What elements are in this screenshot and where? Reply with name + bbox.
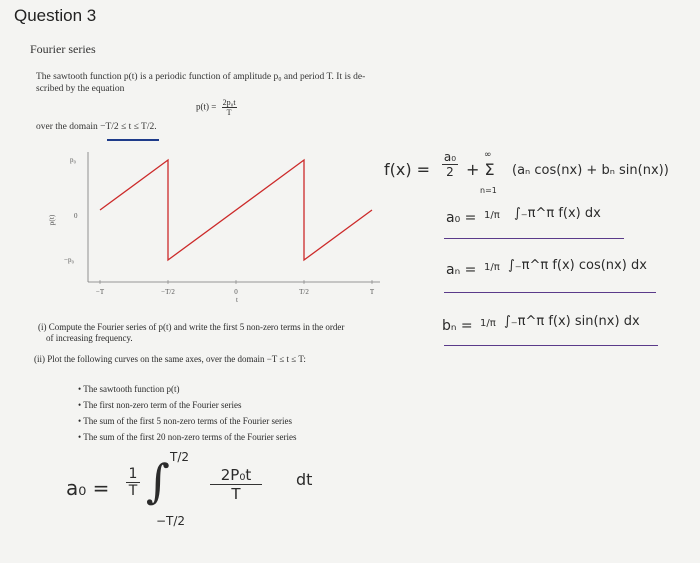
domain-underline [107, 139, 159, 141]
an-underline [444, 292, 656, 293]
bullet-4-text: The sum of the first 20 non-zero terms of the Fourier series [83, 432, 297, 442]
y-tick-bottom: −p₀ [64, 256, 74, 264]
bottom-upper-limit: T/2 [170, 450, 190, 464]
bn-integral: ∫₋π^π f(x) sin(nx) dx [504, 314, 640, 329]
bullet-2: • The first non-zero term of the Fourier series [78, 400, 242, 410]
question-title: Question 3 [14, 6, 97, 25]
bottom-integrand-den: T [231, 485, 241, 503]
bottom-a0-lhs: a₀ = [66, 476, 110, 500]
bullet-4: • The sum of the first 20 non-zero terms of the Fourier series [78, 432, 297, 442]
equation-denominator: T [226, 108, 232, 117]
bn-coefficient: 1/π [480, 318, 496, 329]
equation-numerator: 2p₀t [222, 98, 236, 107]
plot-axes [88, 152, 380, 282]
sum-lower-limit: n=1 [480, 186, 497, 195]
bottom-integral-sign: ∫ [146, 454, 170, 508]
x-tick-label: T/2 [299, 288, 309, 296]
problem-text-line1: The sawtooth function p(t) is a periodic function of amplitude p₀ and period T. It is de- [36, 72, 366, 82]
task-block [34, 322, 345, 365]
problem-text-line2: scribed by the equation [36, 84, 125, 94]
bottom-coef-num: 1 [126, 466, 140, 483]
a0-coefficient: 1/π [484, 210, 500, 221]
domain-text: over the domain −T/2 ≤ t ≤ T/2. [36, 122, 157, 132]
a0-half-num: a₀ [443, 150, 457, 164]
y-axis-label: p(t) [47, 214, 56, 226]
sum-sign: + Σ [466, 160, 495, 179]
bottom-coef-den: T [128, 483, 138, 499]
bullet-1: • The sawtooth function p(t) [78, 384, 180, 394]
a0-definition-label: a₀ = [446, 210, 477, 226]
bullet-1-text: The sawtooth function p(t) [83, 384, 180, 394]
equation-fraction [222, 98, 237, 117]
bn-underline [444, 345, 658, 346]
task-i-line1: (i) Compute the Fourier series of p(t) and write the first 5 non-zero terms in the order [38, 322, 345, 332]
an-integral: ∫₋π^π f(x) cos(nx) dx [508, 258, 647, 273]
x-tick-label: −T [95, 288, 105, 296]
bullet-2-text: The first non-zero term of the Fourier series [83, 400, 242, 410]
task-i-line2: of increasing frequency. [46, 333, 133, 343]
a0-underline [444, 238, 624, 239]
bottom-integrand-num: 2P₀t [210, 466, 262, 485]
task-ii: (ii) Plot the following curves on the same axes, over the domain −T ≤ t ≤ T: [34, 354, 306, 364]
x-tick-label: T [369, 288, 375, 296]
y-tick-mid: 0 [74, 212, 78, 220]
a0-half-den: 2 [446, 165, 454, 179]
sum-body: (aₙ cos(nx) + bₙ sin(nx)) [512, 163, 669, 178]
an-coefficient: 1/π [484, 262, 500, 273]
a0-integral: ∫₋π^π f(x) dx [514, 206, 601, 221]
sawtooth-series-line [100, 160, 372, 260]
bullet-3-text: The sum of the first 5 non-zero terms of the Fourier series [83, 416, 292, 426]
bottom-dt: dt [296, 470, 313, 489]
bn-definition-label: bₙ = [442, 318, 473, 334]
equation-lhs: p(t) = [196, 101, 217, 112]
bottom-integrand [210, 466, 262, 503]
x-tick-label: 0 [234, 288, 238, 296]
a0-half-fraction [442, 150, 458, 179]
x-axis-label: t [236, 296, 238, 304]
section-subtitle: Fourier series [30, 42, 96, 56]
an-definition-label: aₙ = [446, 262, 477, 278]
sawtooth-plot [40, 142, 390, 307]
x-tick-label: −T/2 [161, 288, 175, 296]
sawtooth-equation [196, 98, 237, 117]
bottom-coefficient [126, 466, 140, 499]
bottom-lower-limit: −T/2 [156, 514, 186, 528]
y-tick-top: p₀ [70, 156, 76, 164]
bullet-3: • The sum of the first 5 non-zero terms of the Fourier series [78, 416, 292, 426]
sum-upper-limit: ∞ [484, 150, 492, 160]
fourier-series-lhs: f(x) = [384, 160, 431, 179]
